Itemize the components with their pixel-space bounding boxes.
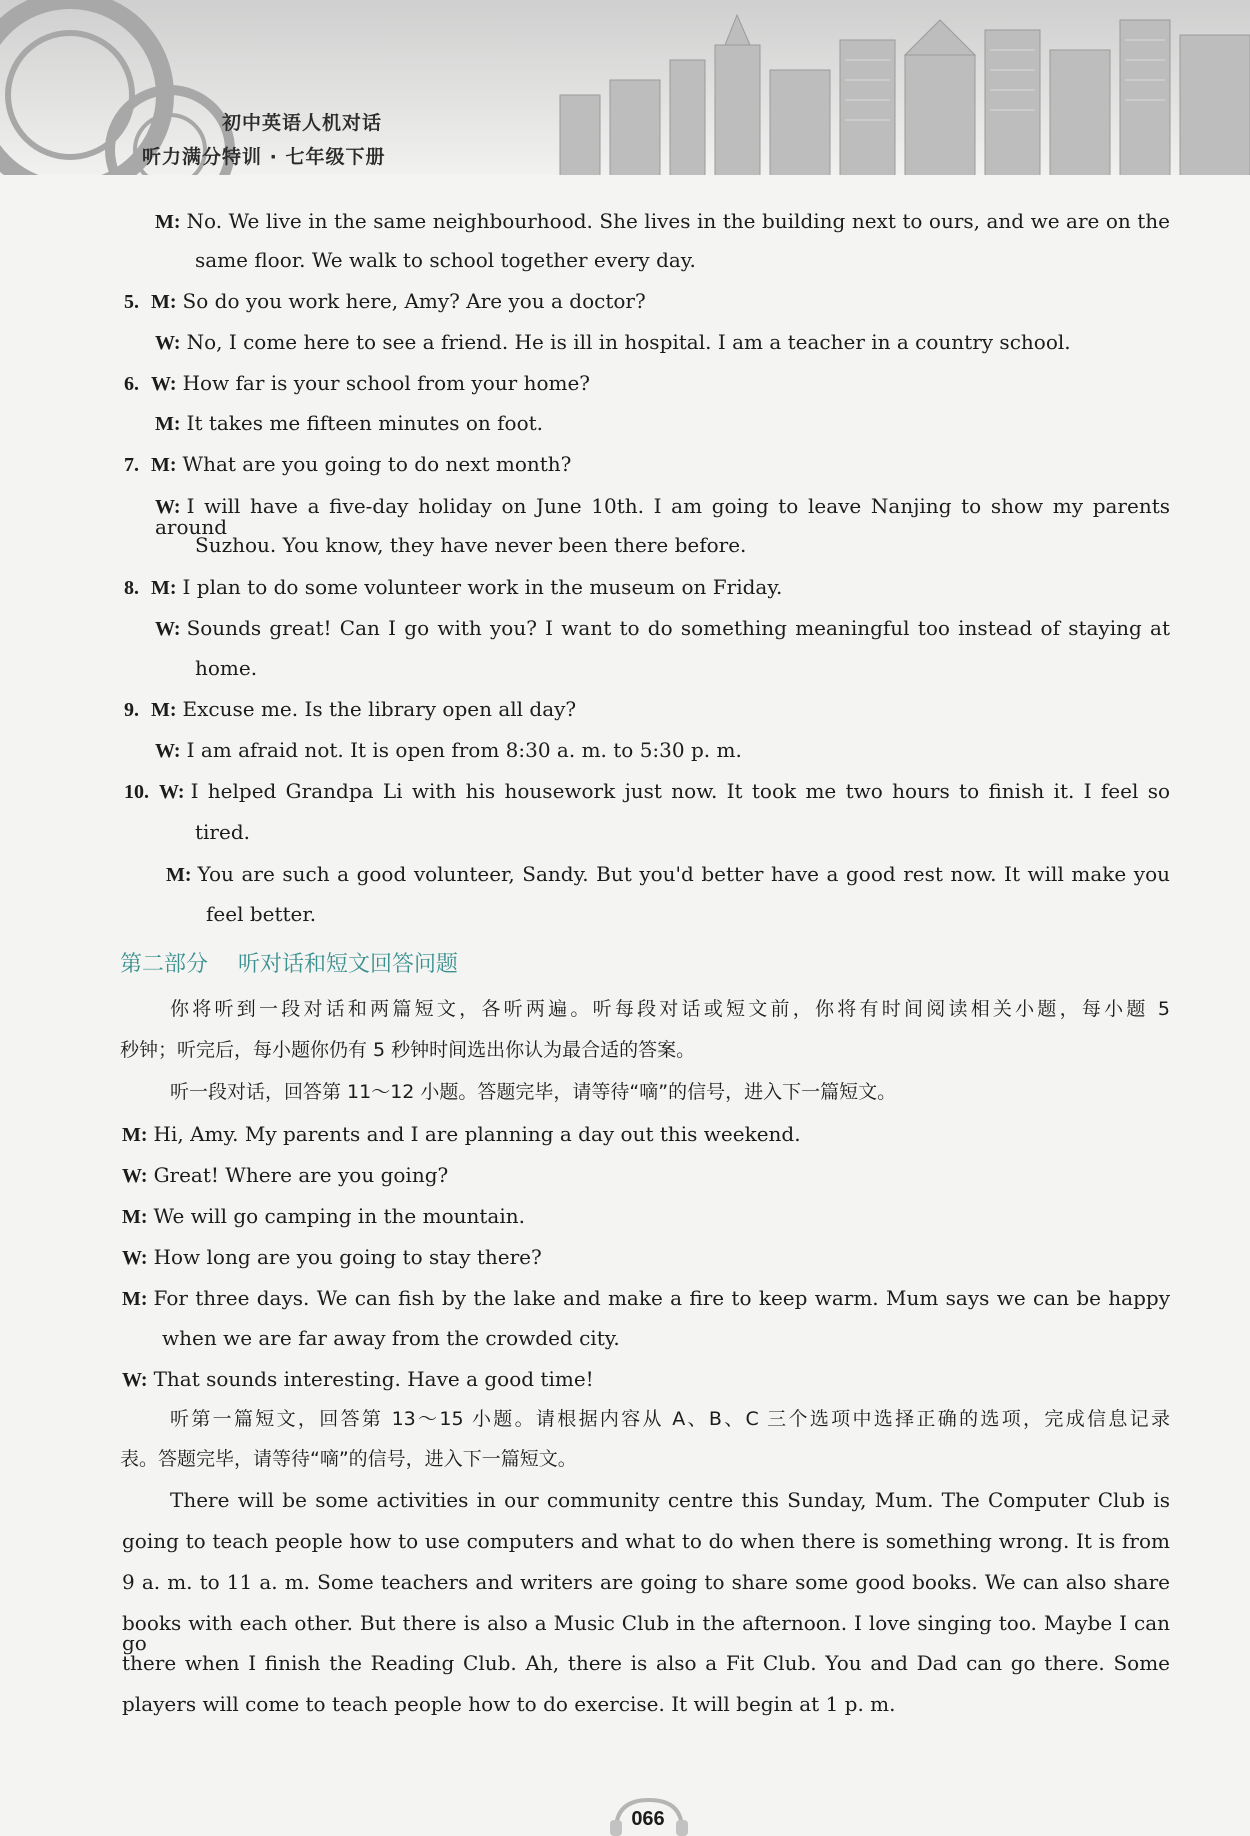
dialogue-line — [195, 535, 746, 555]
page-number: 066 — [631, 1808, 665, 1830]
dialogue-line — [124, 454, 571, 475]
passage-line — [122, 1613, 1170, 1653]
dialogue-text: For three days. We can fish by the lake and make a fire to keep warm. Mum says we can be happy — [153, 1286, 1170, 1310]
dialogue-line — [124, 373, 590, 394]
question-number: 7. — [124, 454, 139, 476]
passage-line — [170, 1490, 1170, 1510]
speaker-label: W: — [159, 781, 185, 803]
speaker-label: W: — [122, 1369, 148, 1391]
speaker-label: M: — [166, 864, 192, 886]
dialogue-text: same floor. We walk to school together every day. — [195, 248, 696, 272]
dialogue-text: Excuse me. Is the library open all day? — [182, 697, 577, 721]
dialogue-line — [195, 822, 250, 842]
passage-text: books with each other. But there is also a Music Club in the afternoon. I love singing too. Maybe I can go — [122, 1611, 1170, 1655]
dialogue-text: So do you work here, Amy? Are you a doctor? — [182, 289, 646, 313]
instruction-sentence: 秒钟；听完后，每小题你仍有 5 秒钟时间选出你认为最合适的答案。 — [120, 1039, 696, 1061]
book-title: 初中英语人机对话 — [222, 112, 383, 134]
dialogue-text: What are you going to do next month? — [182, 452, 572, 476]
section-title-text: 听对话和短文回答问题 — [238, 952, 459, 977]
instruction-sentence: 表。答题完毕，请等待“嘀”的信号，进入下一篇短文。 — [120, 1448, 577, 1470]
dialogue-text: That sounds interesting. Have a good time! — [153, 1367, 594, 1391]
dialogue-text: feel better. — [206, 902, 317, 926]
speaker-label: M: — [122, 1206, 148, 1228]
question-number: 10. — [124, 781, 149, 803]
speaker-label: M: — [122, 1288, 148, 1310]
passage-line — [122, 1694, 896, 1714]
speaker-label: M: — [151, 454, 177, 476]
question-number: 9. — [124, 699, 139, 721]
speaker-label: M: — [151, 291, 177, 313]
passage-line — [122, 1531, 1170, 1551]
dialogue-line — [166, 864, 1170, 885]
dialogue-text: Hi, Amy. My parents and I are planning a day out this weekend. — [153, 1122, 801, 1146]
speaker-label: W: — [122, 1165, 148, 1187]
dialogue-line — [162, 1328, 620, 1348]
dialogue-line — [155, 332, 1071, 353]
dialogue-line — [155, 740, 742, 761]
dialogue-text: We will go camping in the mountain. — [153, 1204, 525, 1228]
dialogue-text: Suzhou. You know, they have never been there before. — [195, 533, 747, 557]
speaker-label: W: — [155, 618, 181, 640]
dialogue-text: No, I come here to see a friend. He is ill in hospital. I am a teacher in a country school. — [186, 330, 1071, 354]
dialogue-line — [155, 496, 1170, 537]
dialogue-line — [195, 250, 696, 270]
passage-text: There will be some activities in our community centre this Sunday, Mum. The Computer Club is — [170, 1488, 1170, 1512]
passage-line — [122, 1653, 1170, 1673]
speaker-label: M: — [151, 699, 177, 721]
instruction-text — [170, 1083, 896, 1102]
book-subtitle: 听力满分特训 · 七年级下册 — [142, 146, 386, 168]
dialogue-line — [155, 211, 1170, 232]
instruction-text — [170, 1000, 1170, 1019]
instruction-sentence: 听第一篇短文，回答第 13～15 小题。请根据内容从 A、B、C 三个选项中选择正确的选项，完成信息记录 — [170, 1408, 1170, 1430]
dialogue-line — [122, 1165, 448, 1186]
dialogue-line — [206, 904, 316, 924]
passage-line — [122, 1572, 1170, 1592]
dialogue-text: when we are far away from the crowded city. — [162, 1326, 620, 1350]
dialogue-text: I helped Grandpa Li with his housework just now. It took me two hours to finish it. I feel so — [190, 779, 1170, 803]
dialogue-text: You are such a good volunteer, Sandy. But you'd better have a good rest now. It will make you — [197, 862, 1170, 886]
dialogue-text: home. — [195, 656, 258, 680]
dialogue-line — [124, 699, 576, 720]
speaker-label: M: — [122, 1124, 148, 1146]
dialogue-text: No. We live in the same neighbourhood. She lives in the building next to ours, and we are on the — [186, 209, 1170, 233]
dialogue-line — [124, 781, 1170, 802]
dialogue-line — [155, 618, 1170, 639]
dialogue-text: It takes me fifteen minutes on foot. — [186, 411, 544, 435]
instruction-text — [170, 1410, 1170, 1429]
passage-text: there when I finish the Reading Club. Ah, there is also a Fit Club. You and Dad can go there. Some — [122, 1651, 1170, 1675]
instruction-text — [120, 1450, 577, 1469]
section-title — [120, 947, 458, 978]
question-number: 6. — [124, 373, 139, 395]
speaker-label: W: — [155, 332, 181, 354]
dialogue-text: How long are you going to stay there? — [153, 1245, 542, 1269]
passage-text: players will come to teach people how to do exercise. It will begin at 1 p. m. — [122, 1692, 896, 1716]
dialogue-text: I plan to do some volunteer work in the museum on Friday. — [182, 575, 783, 599]
dialogue-line — [155, 413, 543, 434]
passage-text: going to teach people how to use computers and what to do when there is something wrong. It is from — [122, 1529, 1170, 1553]
instruction-sentence: 听一段对话，回答第 11～12 小题。答题完毕，请等待“嘀”的信号，进入下一篇短文。 — [170, 1081, 897, 1103]
speaker-label: M: — [151, 577, 177, 599]
dialogue-line — [122, 1206, 525, 1227]
dialogue-line — [122, 1124, 801, 1145]
dialogue-text: tired. — [195, 820, 250, 844]
dialogue-text: Great! Where are you going? — [153, 1163, 449, 1187]
dialogue-line — [124, 577, 782, 598]
speaker-label: W: — [151, 373, 177, 395]
speaker-label: M: — [155, 413, 181, 435]
instruction-text — [120, 1041, 695, 1060]
question-number: 5. — [124, 291, 139, 313]
dialogue-text: How far is your school from your home? — [182, 371, 591, 395]
dialogue-line — [195, 658, 257, 678]
section-part-label: 第二部分 — [120, 952, 209, 977]
dialogue-text: I am afraid not. It is open from 8:30 a. m. to 5:30 p. m. — [186, 738, 742, 762]
speaker-label: W: — [155, 496, 181, 518]
dialogue-text: Sounds great! Can I go with you? I want to do something meaningful too instead of staying at — [186, 616, 1170, 640]
dialogue-text: I will have a five-day holiday on June 10th. I am going to leave Nanjing to show my parents around — [155, 494, 1170, 539]
question-number: 8. — [124, 577, 139, 599]
dialogue-line — [124, 291, 646, 312]
instruction-sentence: 你将听到一段对话和两篇短文，各听两遍。听每段对话或短文前，你将有时间阅读相关小题，每小题 5 — [170, 998, 1170, 1020]
speaker-label: W: — [155, 740, 181, 762]
dialogue-line — [122, 1369, 594, 1390]
dialogue-line — [122, 1247, 542, 1268]
speaker-label: M: — [155, 211, 181, 233]
passage-text: 9 a. m. to 11 a. m. Some teachers and writers are going to share some good books. We can also share — [122, 1570, 1170, 1594]
dialogue-line — [122, 1288, 1170, 1309]
speaker-label: W: — [122, 1247, 148, 1269]
